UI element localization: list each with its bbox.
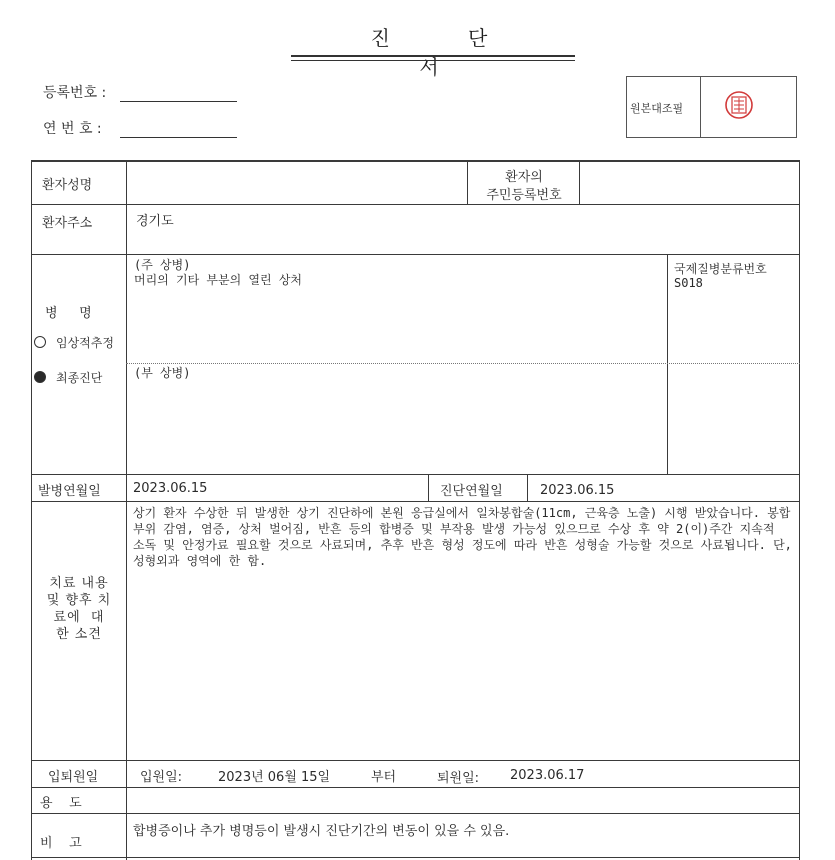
main-sub-separator [126, 363, 800, 364]
resident-id-label-line2: 주민등록번호 [486, 188, 562, 203]
icd-code-value: S018 [674, 276, 703, 290]
label-column-divider [126, 160, 127, 860]
clinical-estimate-radio[interactable] [34, 336, 46, 348]
treatment-opinion-label-line2: 및 향후 치 [46, 593, 112, 608]
serial-number-line [120, 137, 237, 138]
row-divider-opinion [31, 760, 800, 761]
diagnosis-date-divider-right [527, 474, 528, 501]
treatment-opinion-label-line3: 료에 대 [53, 610, 105, 625]
seal-box-divider [700, 76, 701, 138]
patient-name-label: 환자성명 [42, 178, 93, 193]
resident-id-label-line1: 환자의 [505, 170, 543, 185]
patient-address-label: 환자주소 [42, 216, 93, 231]
remarks-label: 비 고 [40, 836, 82, 851]
remarks-value: 합병증이나 추가 병명등이 발생시 진단기간의 변동이 있을 수 있음. [133, 824, 510, 839]
discharge-date-label: 퇴원일: [437, 771, 480, 786]
purpose-label: 용 도 [40, 796, 82, 811]
serial-number-label: 연 번 호 : [43, 121, 102, 137]
title-underline [291, 55, 575, 57]
admission-label: 입퇴원일 [48, 770, 99, 785]
title-underline-thin [291, 60, 575, 61]
diagnosis-date-label: 진단연월일 [440, 484, 503, 499]
row-divider-admission [31, 787, 800, 788]
patient-address-value: 경기도 [136, 214, 174, 229]
admission-date-label: 입원일: [140, 770, 183, 785]
treatment-opinion-text: 상기 환자 수상한 뒤 발생한 상기 진단하에 본원 응급실에서 일차봉합술(11cm, 근육층 노출) 시행 받았습니다. 봉합 부위 감염, 염증, 상처 벌어짐, 반흔 등의 합병증 및 부작용 발생 가능성 있으므로 수상 후 약 2(이)주간 지속적 소독 및 안정가료 필요할 것으로 사료되며, 추후 반흔 형성 정도에 따라 반흔 성형술 가능할 것으로 사료됩니다. 단, 성형외과 영역에 한 함. [133, 506, 792, 568]
treatment-opinion-label-line1: 치료 내용 [49, 576, 109, 591]
sub-diagnosis-heading: (부 상병) [134, 366, 191, 380]
icd-code-label: 국제질병분류번호 [674, 262, 767, 276]
onset-date-value: 2023.06.15 [133, 481, 208, 496]
original-verification-label: 원본대조필 [630, 102, 684, 115]
diagnosis-label: 병 명 [45, 306, 93, 321]
title-char-1: 진 [370, 26, 392, 50]
clinical-estimate-label: 임상적추정 [56, 336, 114, 350]
registration-number-line [120, 101, 237, 102]
seal-stamp-icon [724, 90, 754, 120]
final-diagnosis-radio[interactable] [34, 371, 46, 383]
table-right-border [799, 160, 800, 860]
admission-date-value: 2023년 06월 15일 [218, 770, 331, 785]
registration-number-label: 등록번호 : [43, 85, 107, 101]
id-label-divider-left [467, 160, 468, 204]
row-divider-remarks [31, 857, 800, 858]
treatment-opinion-label-line4: 한 소견 [56, 627, 102, 642]
icd-column-divider [667, 254, 668, 474]
treatment-opinion-label [32, 575, 126, 643]
main-diagnosis-value: 머리의 기타 부분의 열린 상처 [134, 273, 303, 287]
title-char-3: 서 [419, 55, 441, 79]
main-diagnosis-heading: (주 상병) [134, 258, 191, 272]
title-char-2: 단 [468, 26, 490, 50]
table-left-border [31, 160, 32, 860]
id-label-divider-right [579, 160, 580, 204]
row-divider-diagnosis [31, 474, 800, 475]
discharge-date-value: 2023.06.17 [510, 768, 585, 783]
diagnosis-date-value: 2023.06.15 [540, 483, 615, 498]
document-title [285, 22, 575, 80]
onset-date-label: 발병연월일 [38, 484, 101, 499]
row-divider-address [31, 254, 800, 255]
diagnosis-date-divider-left [428, 474, 429, 501]
admission-from-label: 부터 [371, 770, 397, 785]
row-divider-dates [31, 501, 800, 502]
table-top-border [31, 160, 800, 162]
final-diagnosis-label: 최종진단 [56, 371, 103, 385]
row-divider-name [31, 204, 800, 205]
row-divider-purpose [31, 813, 800, 814]
